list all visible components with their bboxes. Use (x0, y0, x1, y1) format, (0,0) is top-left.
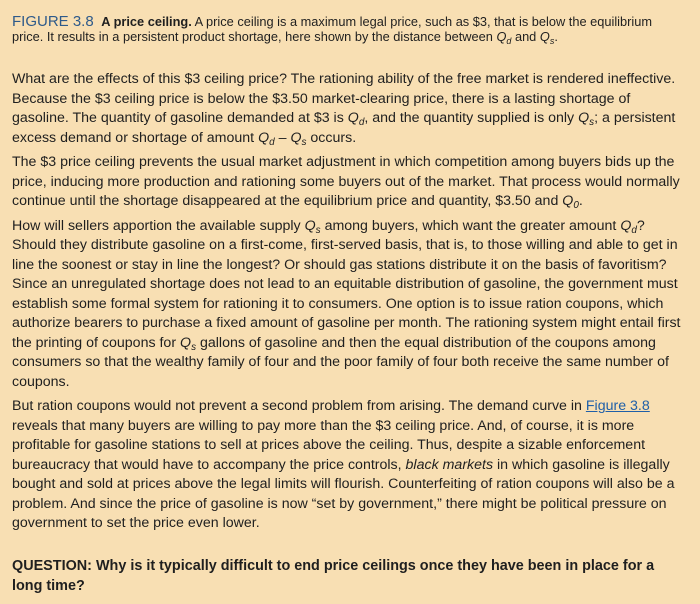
math-var: $Q_s$ (290, 129, 307, 148)
math-var: $Q_s$ (180, 334, 197, 353)
black-markets-emphasis: black markets (405, 456, 494, 473)
figure-3-8-link[interactable]: Figure 3.8 (585, 398, 650, 414)
question-text: QUESTION: Why is it typically difficult to end price ceilings once they have been in place for a long time? (12, 557, 655, 594)
math-var: $Q_d$ (258, 129, 275, 148)
math-var: $Q_s$ (578, 110, 595, 128)
figure-label: FIGURE 3.8 (12, 13, 94, 30)
figure-caption: FIGURE 3.8 A price ceiling. A price ceiling is a maximum legal price, such as $3, that is below the equilibrium price. It results in a persistent product shortage, here shown by the distance between $Q_d$ and $Q_s$. (12, 13, 653, 46)
caption-var: $Q_d$ (496, 29, 512, 46)
math-var: $Q_s$ (304, 217, 321, 236)
caption-var: $Q_s$ (539, 29, 555, 46)
caption-and: and (514, 29, 537, 44)
paragraph-market-adjustment: The $3 price ceiling prevents the usual market adjustment in which competition among buyers bids up the price, inducing more production and rationing some buyers out of the market. That process would normally continue until the shortage disappeared at the equilibrium price and quantity, $3.50 and $Q_0$. (12, 154, 680, 211)
body-text (12, 70, 686, 534)
math-var: $Q_0$ (562, 193, 579, 211)
math-var: $Q_d$ (620, 217, 637, 236)
paragraph-effects: What are the effects of this $3 ceiling price? The rationing ability of the free market is rendered ineffective. Because the $3 ceiling price is below the $3.50 market-clearing price, there is a lasting shortage of gasoline. The quantity of gasoline demanded at $3 is $Q_d$, and the quantity supplied is only $Q_s$; a persistent excess demand or shortage of amount $Q_d - Q_s$ occurs. (12, 71, 676, 148)
caption-text: A price ceiling is a maximum legal price, such as $3, that is below the equilibrium price. It results in a persistent product shortage, here shown by the distance between (12, 14, 653, 44)
math-var: $Q_d$ (347, 110, 365, 128)
paragraph-black-markets: But ration coupons would not prevent a second problem from arising. The demand curve in Figure 3.8 reveals that many buyers are willing to pay more than the $3 ceiling price. And, of course, it is more profitable for gasoline stations to sell at prices above the ceiling. Thus, despite a sizable enforcement bureaucracy that would have to accompany the price controls, black markets in which gasoline is illegally bought and sold at prices above the legal limits will flourish. Counterfeiting of ration coupons will also be a problem. And since the price of gasoline is now “set by government,” there might be political pressure on government to set the price even lower. (12, 398, 675, 531)
paragraph-rationing: How will sellers apportion the available supply $Q_s$ among buyers, which want the greater amount $Q_d$? Should they distribute gasoline on a first-come, first-served basis, that is, to those willing and able to get in line the soonest or stay in line the longest? Or should gas stations distribute it on the basis of favoritism? Since an unregulated shortage does not lead to an equitable distribution of gasoline, the government must establish some formal system for rationing it to consumers. One option is to issue ration coupons, which authorize bearers to purchase a fixed amount of gasoline per month. The rationing system might entail first the printing of coupons for $Q_s$ gallons of gasoline and then the equal distribution of the coupons among consumers so that the wealthy family of four and the poor family of four both receive the same number of coupons. (12, 217, 681, 390)
figure-title: A price ceiling. (101, 14, 192, 29)
